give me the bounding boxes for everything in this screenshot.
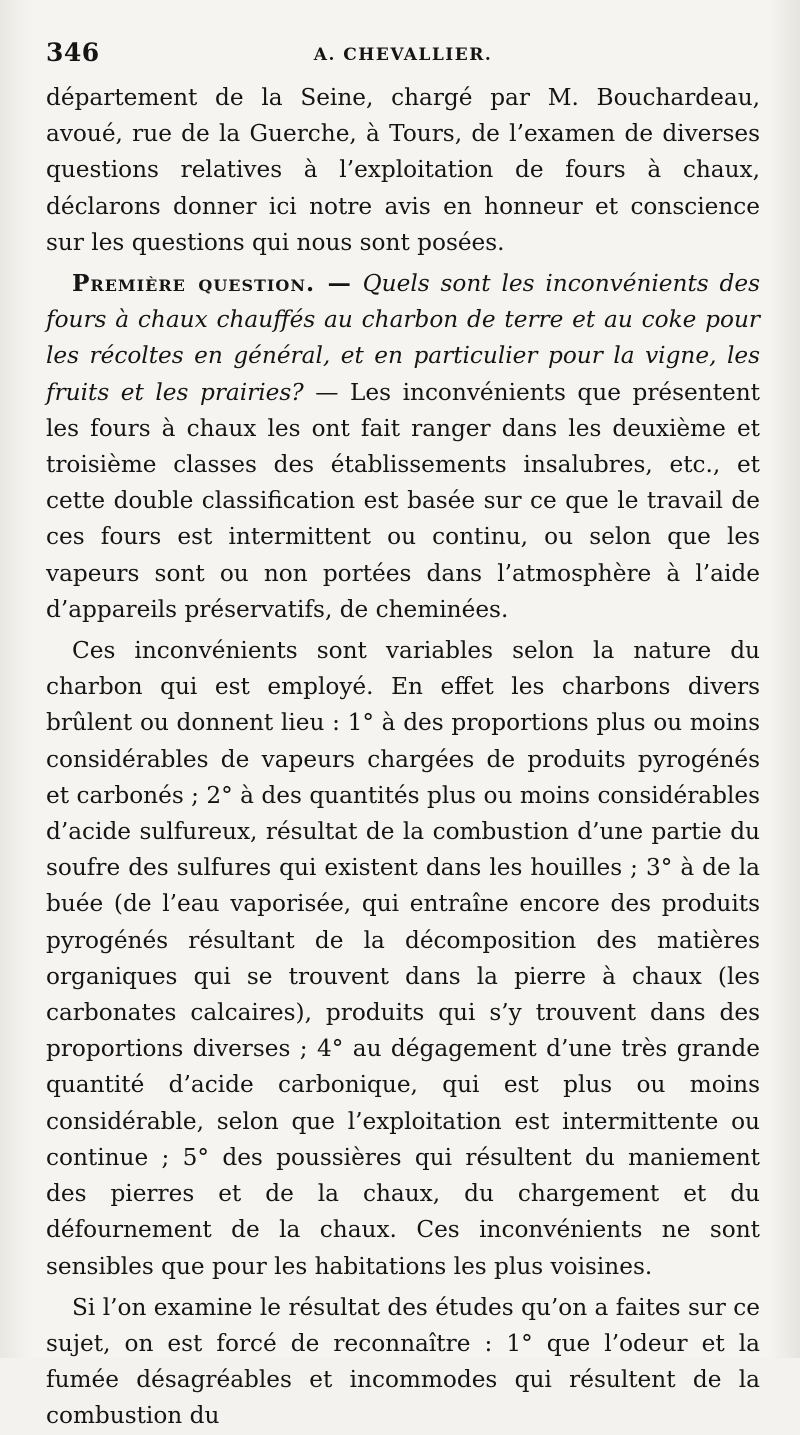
answer-text: — Les inconvénients que présentent les fours à chaux les ont fait ranger dans les deuxième et troisième classes des établissements insalubres, etc., et cette double classification est basée sur ce que le travail de ces fours est intermittent ou continu, ou selon que les vapeurs sont ou non portées dans l’atmosphère à l’aide d’appareils préservatifs, de cheminées. <box>46 378 760 623</box>
paragraph-inconveniences: Ces inconvénients sont variables selon la nature du charbon qui est employé. En effet les charbons divers brûlent ou donnent lieu : 1° à des proportions plus ou moins considérables de vapeurs chargées de produits pyrogénés et carbonés ; 2° à des quantités plus ou moins considérables d’acide sulfureux, résultat de la combustion d’une partie du soufre des sulfures qui existent dans les houilles ; 3° à de la buée (de l’eau vaporisée, qui entraîne encore des produits pyrogénés résultant de la décomposition des matières organiques qui se trouvent dans la pierre à chaux (les carbonates calcaires), produits qui s’y trouvent dans des proportions diverses ; 4° au dégagement d’une très grande quantité d’acide carbonique, qui est plus ou moins considérable, selon que l’exploitation est intermittente ou continue ; 5° des poussières qui résultent du maniement des pierres et de la chaux, du chargement et du défournement de la chaux. Ces inconvénients ne sont sensibles que pour les habitations les plus voisines. <box>46 637 760 1280</box>
question-label: Première question. — <box>72 270 352 298</box>
question-text: Quels sont les inconvénients des fours à chaux chauffés au charbon de terre et au coke pour les récoltes en général, et en particulier pour la vigne, les fruits et les prairies? <box>46 270 760 406</box>
page-number: 346 <box>46 38 100 67</box>
paragraph-continuation: département de la Seine, chargé par M. Bouchardeau, avoué, rue de la Guerche, à Tours, de l’examen de diverses questions relatives à l’exploitation de fours à chaux, déclarons donner ici notre avis en honneur et conscience sur les questions qui nous sont posées. <box>46 84 760 256</box>
running-head: A. CHEVALLIER. <box>313 45 493 65</box>
page-header <box>46 38 760 78</box>
paragraph-first-question <box>46 266 760 628</box>
paragraph-examination: Si l’on examine le résultat des études qu’on a faites sur ce sujet, on est forcé de reconnaître : 1° que l’odeur et la fumée désagréables et incommodes qui résultent de la combustion du <box>46 1293 760 1430</box>
body-text <box>46 80 760 1435</box>
